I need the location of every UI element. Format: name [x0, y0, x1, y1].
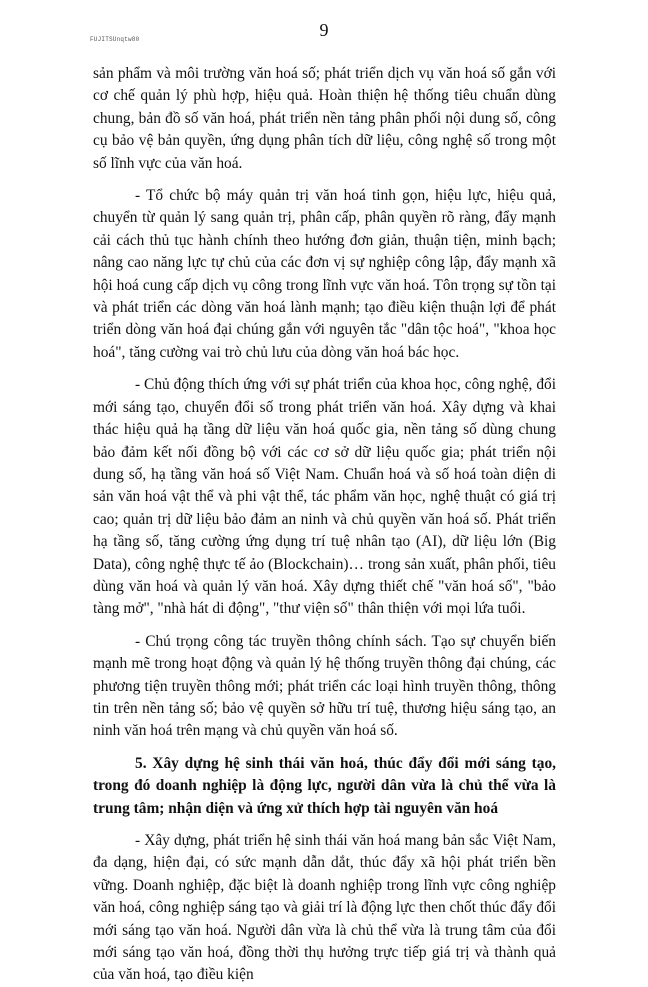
paragraph-digital-transformation: - Chủ động thích ứng với sự phát triển của khoa học, công nghệ, đổi mới sáng tạo, chuyển đổi số trong phát triển văn hoá. Xây dựng và khai thác hiệu quả hạ tầng dữ liệu văn hoá quốc gia, nền tảng số dùng chung bảo đảm kết nối đồng bộ với các cơ sở dữ liệu quốc gia; phát triển nội dung số, hạ tầng văn hoá số Việt Nam. Chuẩn hoá và số hoá toàn diện di sản văn hoá vật thể và phi vật thể, tác phẩm văn học, nghệ thuật có giá trị cao; quản trị dữ liệu bảo đảm an ninh và chủ quyền văn hoá số. Phát triển hạ tầng số, tăng cường ứng dụng trí tuệ nhân tạo (AI), dữ liệu lớn (Big Data), công nghệ thực tế ảo (Blockchain)… trong sản xuất, phân phối, tiêu dùng văn hoá và quản lý văn hoá. Xây dựng thiết chế "văn hoá số", "bảo tàng mở", "nhà hát di động", "thư viện số" thân thiện với mọi lứa tuổi.: [93, 376, 556, 618]
paragraph-governance: - Tổ chức bộ máy quản trị văn hoá tinh gọn, hiệu lực, hiệu quả, chuyển từ quản lý sang quản trị, phân cấp, phân quyền rõ ràng, đẩy mạnh cải cách thủ tục hành chính theo hướng đơn giản, thuận tiện, minh bạch; nâng cao năng lực tự chủ của các đơn vị sự nghiệp công lập, đẩy mạnh xã hội hoá cung cấp dịch vụ công trong lĩnh vực văn hoá. Tôn trọng sự tồn tại và phát triển các dòng văn hoá lành mạnh; tạo điều kiện thuận lợi để phát triển dòng văn hoá đại chúng gắn với nguyên tắc "dân tộc hoá", "khoa học hoá", tăng cường vai trò chủ lưu của dòng văn hoá bác học.: [93, 187, 556, 361]
paragraph-policy-communication: - Chú trọng công tác truyền thông chính sách. Tạo sự chuyển biến mạnh mẽ trong hoạt động và quản lý hệ thống truyền thông đại chúng, các phương tiện truyền thông mới; phát triển các loại hình truyền thông, thông tin trên nền tảng số; bảo vệ quyền sở hữu trí tuệ, thương hiệu sáng tạo, an ninh văn hoá trên mạng và chủ quyền văn hoá số.: [93, 632, 556, 740]
document-body: [93, 63, 556, 987]
document-code: FUJITSUnqtw80: [90, 36, 140, 43]
paragraph-continued: sản phẩm và môi trường văn hoá số; phát triển dịch vụ văn hoá số gắn với cơ chế quản lý phù hợp, hiệu quả. Hoàn thiện hệ thống tiêu chuẩn dùng chung, bản đồ số văn hoá, phát triển nền tảng phân phối nội dung số, công cụ bảo vệ bản quyền, ứng dụng phân tích dữ liệu, công nghệ số trong một số lĩnh vực của văn hoá.: [93, 65, 556, 172]
page-number: 9: [319, 20, 329, 40]
section-heading: 5. Xây dựng hệ sinh thái văn hoá, thúc đẩy đổi mới sáng tạo, trong đó doanh nghiệp là động lực, người dân vừa là chủ thể vừa là trung tâm; nhận diện và ứng xử thích hợp tài nguyên văn hoá: [93, 754, 556, 817]
paragraph-ecosystem: - Xây dựng, phát triển hệ sinh thái văn hoá mang bản sắc Việt Nam, đa dạng, hiện đại, có sức mạnh dẫn dắt, thúc đẩy xã hội phát triển bền vững. Doanh nghiệp, đặc biệt là doanh nghiệp trong lĩnh vực công nghiệp văn hoá, công nghiệp sáng tạo và giải trí là động lực then chốt thúc đẩy đổi mới sáng tạo văn hoá. Người dân vừa là chủ thể vừa là trung tâm của đổi mới sáng tạo văn hoá, đồng thời thụ hưởng trực tiếp giá trị và thành quả của văn hoá, tạo điều kiện: [93, 832, 556, 984]
